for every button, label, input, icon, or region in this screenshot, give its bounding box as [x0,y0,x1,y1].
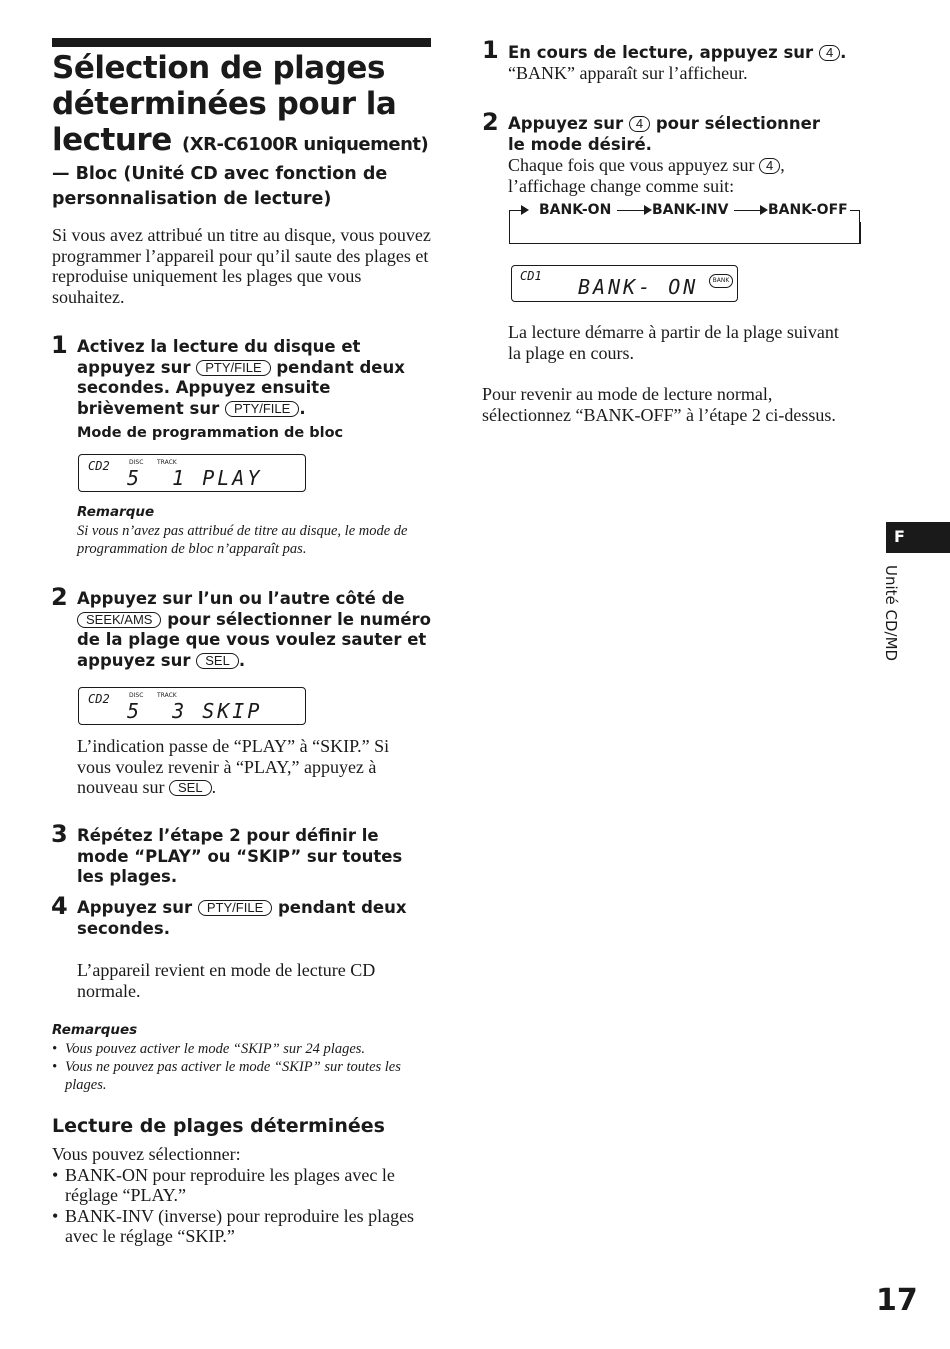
section-tab-letter: F [894,527,905,546]
lcd-main-text: 5 3 SKIP [127,699,263,723]
pty-file-button: PTY/FILE [198,900,272,916]
step-2-result [77,736,427,798]
lcd-display-skip [78,687,306,725]
step-1-caption: Mode de programmation de bloc [77,425,344,441]
right-step-1-instruction [508,43,868,64]
notes-list [52,1040,422,1094]
step-1-note-head: Remarque [77,504,155,520]
title-model: (XR-C6100R uniquement) [182,134,429,155]
top-rule [52,38,431,47]
sel-button: SEL [169,780,212,796]
right-step-1-number: 1 [482,36,499,64]
step-2-number: 2 [51,583,68,611]
section-2-item: • BANK-ON pour reproduire les plages avec le réglage “PLAY.” [52,1165,437,1206]
right-step-1-result: “BANK” apparaît sur l’afficheur. [508,63,748,83]
button-4: 4 [629,116,650,132]
step-4-text-b: pendant deux secondes. [77,898,407,938]
section-2-intro: Vous pouvez sélectionner: [52,1144,241,1164]
step-3-instruction: Répétez l’étape 2 pour définir le mode “PLAY” ou “SKIP” sur toutes les plages. [77,826,403,886]
section-tab [886,522,950,553]
step-2-text-a: Appuyez sur l’un ou l’autre côté de [77,589,405,608]
page-title [52,50,442,163]
right-step-1-text-a: En cours de lecture, appuyez sur [508,43,814,62]
sequence-bank-inv: BANK-INV [652,202,729,218]
sequence-arrowhead [760,205,768,215]
right-step-2-number: 2 [482,108,499,136]
lcd-display-block-mode [78,454,306,492]
step-1-instruction [77,337,427,419]
step-3-number: 3 [51,820,68,848]
step-4-number: 4 [51,892,68,920]
lcd-main-text: BANK- ON [578,275,699,299]
lcd-disc-label: DISC [129,692,144,699]
right-step-2-text-b: pour sélectionner le mode désiré. [508,114,820,154]
right-step-2-instruction [508,114,838,155]
subtitle: — Bloc (Unité CD avec fonction de personnalisation de lecture) [52,164,388,209]
lcd-disc-label: DISC [129,459,144,466]
step-2-text-b: pour sélectionner le numéro de la plage que vous voulez sauter et appuyez sur [77,609,432,670]
intro-paragraph: Si vous avez attribué un titre au disque, vous pouvez programmer l’appareil pour qu’il saute des plages et reproduise uniquement les plages que vous souhaitez. [52,225,431,307]
sequence-arrow [509,210,521,211]
side-section-label: Unité CD/MD [882,565,900,662]
step-1-text-b: pendant deux secondes. Appuyez ensuite brièvement sur [77,357,405,418]
sequence-arrowhead [521,205,529,215]
sequence-arrow [617,210,644,211]
sequence-arrow [734,210,760,211]
button-4: 4 [759,158,780,174]
section-heading: Lecture de plages déterminées [52,1115,385,1137]
lcd-main-text: 5 1 PLAY [127,466,263,490]
lcd-cd-indicator: CD2 [88,692,110,706]
closing-paragraph: Pour revenir au mode de lecture normal, sélectionnez “BANK-OFF” à l’étape 2 ci-dessus. [482,384,836,425]
step-2-instruction [77,589,432,671]
sequence-arrowhead [644,205,652,215]
notes-head: Remarques [52,1022,138,1038]
right-step-2-detail [508,155,848,196]
title-main: Sélection de plages déterminées pour la lecture [52,50,397,158]
step-2-result-text: L’indication passe de “PLAY” à “SKIP.” Si vous voulez revenir à “PLAY,” appuyez à nouveau sur [77,736,390,797]
note-item: • Vous ne pouvez pas activer le mode “SKIP” sur toutes les plages. [52,1058,422,1094]
step-1-text-a: Activez la lecture du disque et appuyez sur [77,337,361,377]
page-number: 17 [876,1283,918,1318]
lcd-cd-indicator: CD2 [88,459,110,473]
right-step-2-text-a: Appuyez sur [508,114,624,133]
pty-file-button: PTY/FILE [196,360,270,376]
lcd-cd-indicator: CD1 [520,269,542,283]
lcd-track-label: TRACK [157,459,177,466]
step-4-instruction [77,898,422,939]
section-2-item: • BANK-INV (inverse) pour reproduire les plages avec le réglage “SKIP.” [52,1206,437,1247]
pty-file-button: PTY/FILE [225,401,299,417]
note-item: • Vous pouvez activer le mode “SKIP” sur 24 plages. [52,1040,422,1058]
step-4-text-a: Appuyez sur [77,898,193,917]
sel-button: SEL [196,653,239,669]
button-4: 4 [819,45,840,61]
mode-sequence-diagram [509,200,861,245]
sequence-bank-on: BANK-ON [539,202,612,218]
right-step-2-detail-b: , l’affichage change comme suit: [508,155,785,196]
right-step-2-result: La lecture démarre à partir de la plage suivant la plage en cours. [508,322,839,363]
sequence-bank-off: BANK-OFF [768,202,848,218]
lcd-display-bank [511,265,738,302]
right-step-2-detail-a: Chaque fois que vous appuyez sur [508,155,755,175]
step-1-note-text: Si vous n’avez pas attribué de titre au disque, le mode de programmation de bloc n’apparaît pas. [77,523,408,557]
step-4-result: L’appareil revient en mode de lecture CD normale. [77,960,376,1001]
lcd-track-label: TRACK [157,692,177,699]
lcd-bank-badge: BANK [709,274,733,288]
right-step-1-text-b: . [840,43,847,62]
section-2-list [52,1165,437,1247]
step-2-text-c: . [238,650,246,670]
step-1-text-c: . [299,398,306,418]
step-2-result-end: . [211,777,217,797]
section-2-body [52,1144,437,1247]
step-1-number: 1 [51,331,68,359]
seek-ams-button: SEEK/AMS [77,612,161,628]
